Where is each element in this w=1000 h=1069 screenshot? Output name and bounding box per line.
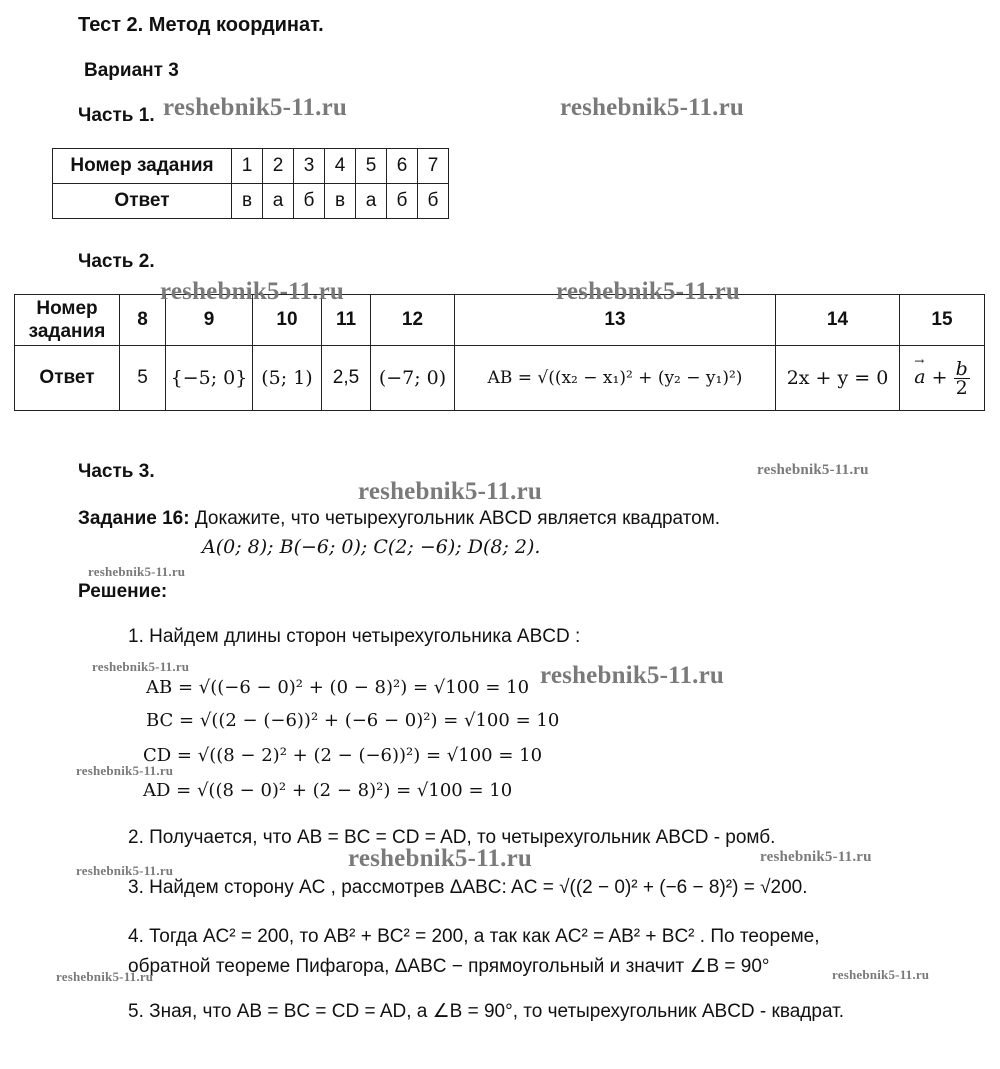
task-number: 13 — [455, 295, 776, 346]
fraction — [954, 357, 970, 399]
table-row — [15, 346, 985, 411]
equation-ab: AB = √((−6 − 0)² + (0 − 8)²) = √100 = 10 — [146, 677, 530, 698]
solution-label: Решение: — [78, 581, 168, 602]
equation-bc: BC = √((2 − (−6))² + (−6 − 0)²) = √100 = 10 — [146, 710, 560, 731]
step-3: 3. Найдем сторону AC , рассмотрев ΔABC: AC = √((2 − 0)² + (−6 − 8)²) = √200. — [128, 877, 808, 898]
watermark: reshebnik5-11.ru — [88, 564, 186, 579]
answer-cell: AB = √((x₂ − x₁)² + (y₂ − y₁)²) — [455, 346, 776, 411]
step-5: 5. Зная, что AB = BC = CD = AD, а ∠B = 90°, то четырехугольник ABCD - квадрат. — [128, 1001, 844, 1022]
part2-label: Часть 2. — [78, 251, 155, 272]
task-text: Докажите, что четырехугольник ABCD является квадратом. — [194, 508, 721, 529]
answer-cell: (5; 1) — [253, 346, 322, 411]
task-number: 15 — [900, 295, 985, 346]
watermark: reshebnik5-11.ru — [560, 94, 745, 121]
task-number: 4 — [325, 149, 356, 184]
step-2: 2. Получается, что AB = BC = CD = AD, то четырехугольник ABCD - ромб. — [128, 827, 776, 848]
table-row — [53, 184, 449, 219]
watermark: reshebnik5-11.ru — [358, 478, 543, 505]
task-16 — [78, 508, 720, 530]
variant-label: Вариант 3 — [84, 60, 179, 81]
answer-cell: а — [263, 184, 294, 219]
watermark: reshebnik5-11.ru — [348, 845, 533, 872]
watermark: reshebnik5-11.ru — [56, 969, 154, 984]
answer-header: Ответ — [53, 184, 232, 219]
task-number: 3 — [294, 149, 325, 184]
task-points: A(0; 8); B(−6; 0); C(2; −6); D(8; 2). — [202, 536, 541, 558]
task-number: 14 — [776, 295, 900, 346]
part1-table — [52, 148, 449, 219]
fraction-denominator: 2 — [955, 376, 968, 399]
watermark: reshebnik5-11.ru — [556, 278, 741, 305]
task-number: 11 — [322, 295, 371, 346]
task-number-header: Номер задания — [53, 149, 232, 184]
answer-cell: 5 — [120, 346, 166, 411]
step-1: 1. Найдем длины сторон четырехугольника ABCD : — [128, 626, 581, 647]
watermark: reshebnik5-11.ru — [760, 849, 872, 865]
task-number: 7 — [418, 149, 449, 184]
task-label: Задание 16: — [78, 508, 190, 529]
answer-cell — [900, 346, 985, 411]
answer-cell: {−5; 0} — [166, 346, 253, 411]
part1-label: Часть 1. — [78, 105, 155, 126]
watermark: reshebnik5-11.ru — [163, 94, 348, 121]
fraction-numerator: b — [955, 357, 968, 380]
answer-cell: а — [356, 184, 387, 219]
watermark: reshebnik5-11.ru — [757, 462, 869, 478]
answer-cell: 2x + y = 0 — [776, 346, 900, 411]
answer-cell: б — [387, 184, 418, 219]
task-number: 9 — [166, 295, 253, 346]
task-number: 10 — [253, 295, 322, 346]
answer-cell: в — [325, 184, 356, 219]
page-title: Тест 2. Метод координат. — [78, 14, 324, 36]
answer-header: Ответ — [15, 346, 120, 411]
task-number: 8 — [120, 295, 166, 346]
task-number: 6 — [387, 149, 418, 184]
answer-cell: б — [294, 184, 325, 219]
watermark: reshebnik5-11.ru — [76, 763, 174, 778]
vector-a: → a — [914, 366, 925, 388]
answer-cell: (−7; 0) — [371, 346, 455, 411]
watermark: reshebnik5-11.ru — [92, 659, 190, 674]
plus-sign: + — [931, 366, 948, 388]
watermark: reshebnik5-11.ru — [76, 863, 174, 878]
step-4-line-2: обратной теореме Пифагора, ΔABC − прямоугольный и значит ∠B = 90° — [128, 956, 770, 977]
watermark: reshebnik5-11.ru — [540, 662, 725, 689]
step-4-line-1: 4. Тогда AC² = 200, то AB² + BC² = 200, а так как AC² = AB² + BC² . По теореме, — [128, 926, 820, 947]
task-number-header: Номер задания — [15, 295, 120, 346]
equation-ad: AD = √((8 − 0)² + (2 − 8)²) = √100 = 10 — [143, 780, 513, 801]
task-number: 5 — [356, 149, 387, 184]
watermark: reshebnik5-11.ru — [832, 967, 930, 982]
task-number: 2 — [263, 149, 294, 184]
answer-cell: в — [232, 184, 263, 219]
table-row — [53, 149, 449, 184]
answer-cell: б — [418, 184, 449, 219]
task-number: 12 — [371, 295, 455, 346]
equation-cd: CD = √((8 − 2)² + (2 − (−6))²) = √100 = 10 — [143, 745, 543, 766]
task-number: 1 — [232, 149, 263, 184]
watermark: reshebnik5-11.ru — [160, 278, 345, 305]
part3-label: Часть 3. — [78, 461, 155, 482]
answer-cell: 2,5 — [322, 346, 371, 411]
part2-table — [14, 294, 985, 411]
